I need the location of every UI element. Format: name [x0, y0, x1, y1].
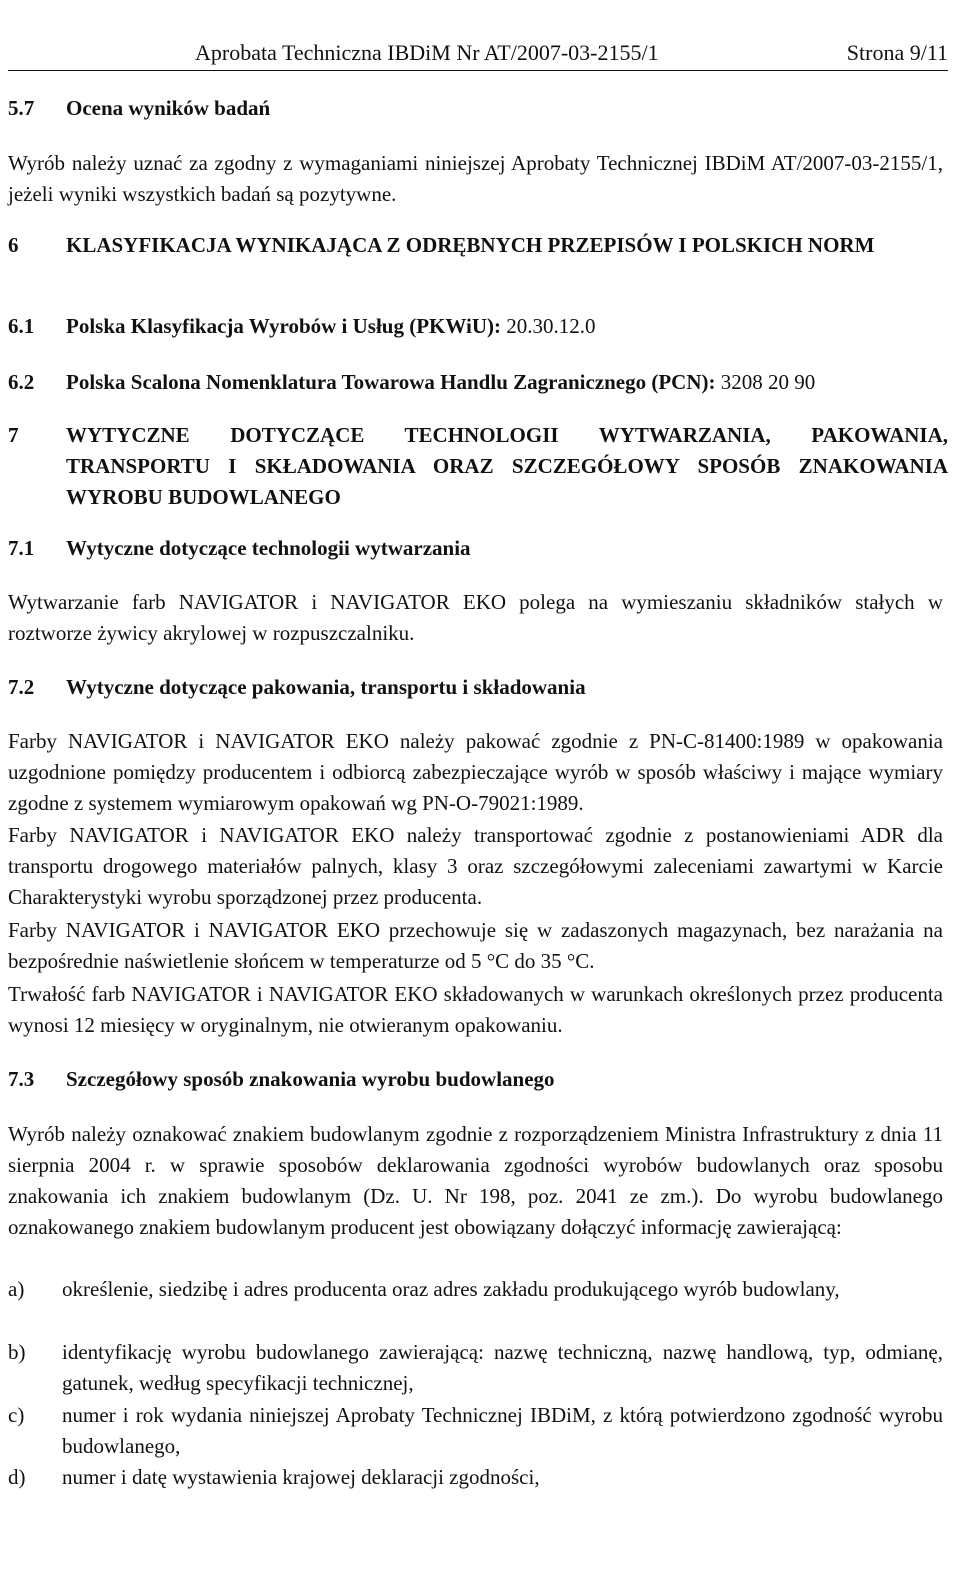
section-title: Ocena wyników badań [66, 96, 271, 120]
section-number: 7.2 [8, 675, 35, 699]
page-header [8, 40, 948, 71]
section-title: KLASYFIKACJA WYNIKAJĄCA Z ODRĘBNYCH PRZEPISÓW I POLSKICH NORM [66, 233, 875, 257]
section-number: 6.2 [8, 370, 35, 394]
section-title: Wytyczne dotyczące pakowania, transportu i składowania [66, 675, 586, 699]
list-item [8, 1400, 943, 1462]
pkwiu-code: 20.30.12.0 [506, 314, 596, 338]
pcn-code: 3208 20 90 [720, 370, 816, 394]
section-number: 6.1 [8, 314, 35, 338]
durability-paragraph: Trwałość farb NAVIGATOR i NAVIGATOR EKO składowanych w warunkach określonych przez producenta wynosi 12 miesięcy w oryginalnym, nie otwieranym opakowaniu. [8, 982, 943, 1037]
section-number: 6 [8, 233, 19, 257]
section-title: Polska Scalona Nomenklatura Towarowa Handlu Zagranicznego (PCN): [66, 370, 716, 394]
list-item [8, 1337, 943, 1399]
list-item [8, 1274, 943, 1305]
transport-paragraph: Farby NAVIGATOR i NAVIGATOR EKO należy transportować zgodnie z postanowieniami ADR dla transportu drogowego materiałów palnych, klasy 3 oraz szczegółowymi zaleceniami zawartymi w Karcie Charakterystyki wyrobu sporządzonej przez producenta. [8, 823, 943, 909]
section-7-3-paragraph: Wyrób należy oznakować znakiem budowlanym zgodnie z rozporządzeniem Ministra Infrastruktury z dnia 11 sierpnia 2004 r. w sprawie sposobów deklarowania zgodności wyrobów budowlanych oraz sposobu znakowania ich znakiem budowlanym (Dz. U. Nr 198, poz. 2041 ze zm.). Do wyrobu budowlanego oznakowanego znakiem budowlanym producent jest obowiązany dołączyć informację zawierającą: [8, 1122, 943, 1239]
list-label: b) [8, 1340, 26, 1364]
section-6-heading [8, 230, 948, 261]
section-5-7-paragraph: Wyrób należy uznać za zgodny z wymaganiami niniejszej Aprobaty Technicznej IBDiM AT/2007-03-2155/1, jeżeli wyniki wszystkich badań są pozytywne. [8, 151, 943, 206]
packaging-paragraph: Farby NAVIGATOR i NAVIGATOR EKO należy pakować zgodnie z PN-C-81400:1989 w opakowania uzgodnione pomiędzy producentem i odbiorcą zabezpieczające wyrób w sposób właściwy i mające wymiary zgodne z systemem wymiarowym opakowań wg PN-O-79021:1989. [8, 729, 943, 815]
list-label: c) [8, 1403, 25, 1427]
section-number: 5.7 [8, 96, 35, 120]
list-text: numer i datę wystawienia krajowej deklaracji zgodności, [62, 1465, 540, 1489]
section-title: Szczegółowy sposób znakowania wyrobu budowlanego [66, 1067, 555, 1091]
list-label: a) [8, 1277, 25, 1301]
section-number: 7.1 [8, 536, 35, 560]
list-label: d) [8, 1465, 26, 1489]
list-text: określenie, siedzibę i adres producenta oraz adres zakładu produkującego wyrób budowlany, [62, 1277, 840, 1301]
section-number: 7 [8, 423, 19, 447]
page-number: Strona 9/11 [846, 40, 948, 65]
section-7-heading [8, 420, 948, 513]
header-title: Aprobata Techniczna IBDiM Nr AT/2007-03-2155/1 [195, 40, 659, 65]
storage-paragraph: Farby NAVIGATOR i NAVIGATOR EKO przechowuje się w zadaszonych magazynach, bez narażania na bezpośrednie naświetlenie słońcem w temperaturze od 5 °C do 35 °C. [8, 918, 943, 973]
section-number: 7.3 [8, 1067, 35, 1091]
list-text: numer i rok wydania niniejszej Aprobaty Technicznej IBDiM, z którą potwierdzono zgodność wyrobu budowlanego, [62, 1403, 943, 1458]
section-title: Polska Klasyfikacja Wyrobów i Usług (PKWiU): [66, 314, 502, 338]
section-title: Wytyczne dotyczące technologii wytwarzania [66, 536, 471, 560]
section-7-1-paragraph: Wytwarzanie farb NAVIGATOR i NAVIGATOR EKO polega na wymieszaniu składników stałych w roztworze żywicy akrylowej w rozpuszczalniku. [8, 590, 943, 645]
list-item [8, 1462, 943, 1493]
list-text: identyfikację wyrobu budowlanego zawierającą: nazwę techniczną, nazwę handlową, typ, odmianę, gatunek, według specyfikacji technicznej, [62, 1340, 943, 1395]
section-title: WYTYCZNE DOTYCZĄCE TECHNOLOGII WYTWARZANIA, PAKOWANIA, TRANSPORTU I SKŁADOWANIA ORAZ SZCZEGÓŁOWY SPOSÓB ZNAKOWANIA WYROBU BUDOWLANEGO [66, 423, 948, 509]
